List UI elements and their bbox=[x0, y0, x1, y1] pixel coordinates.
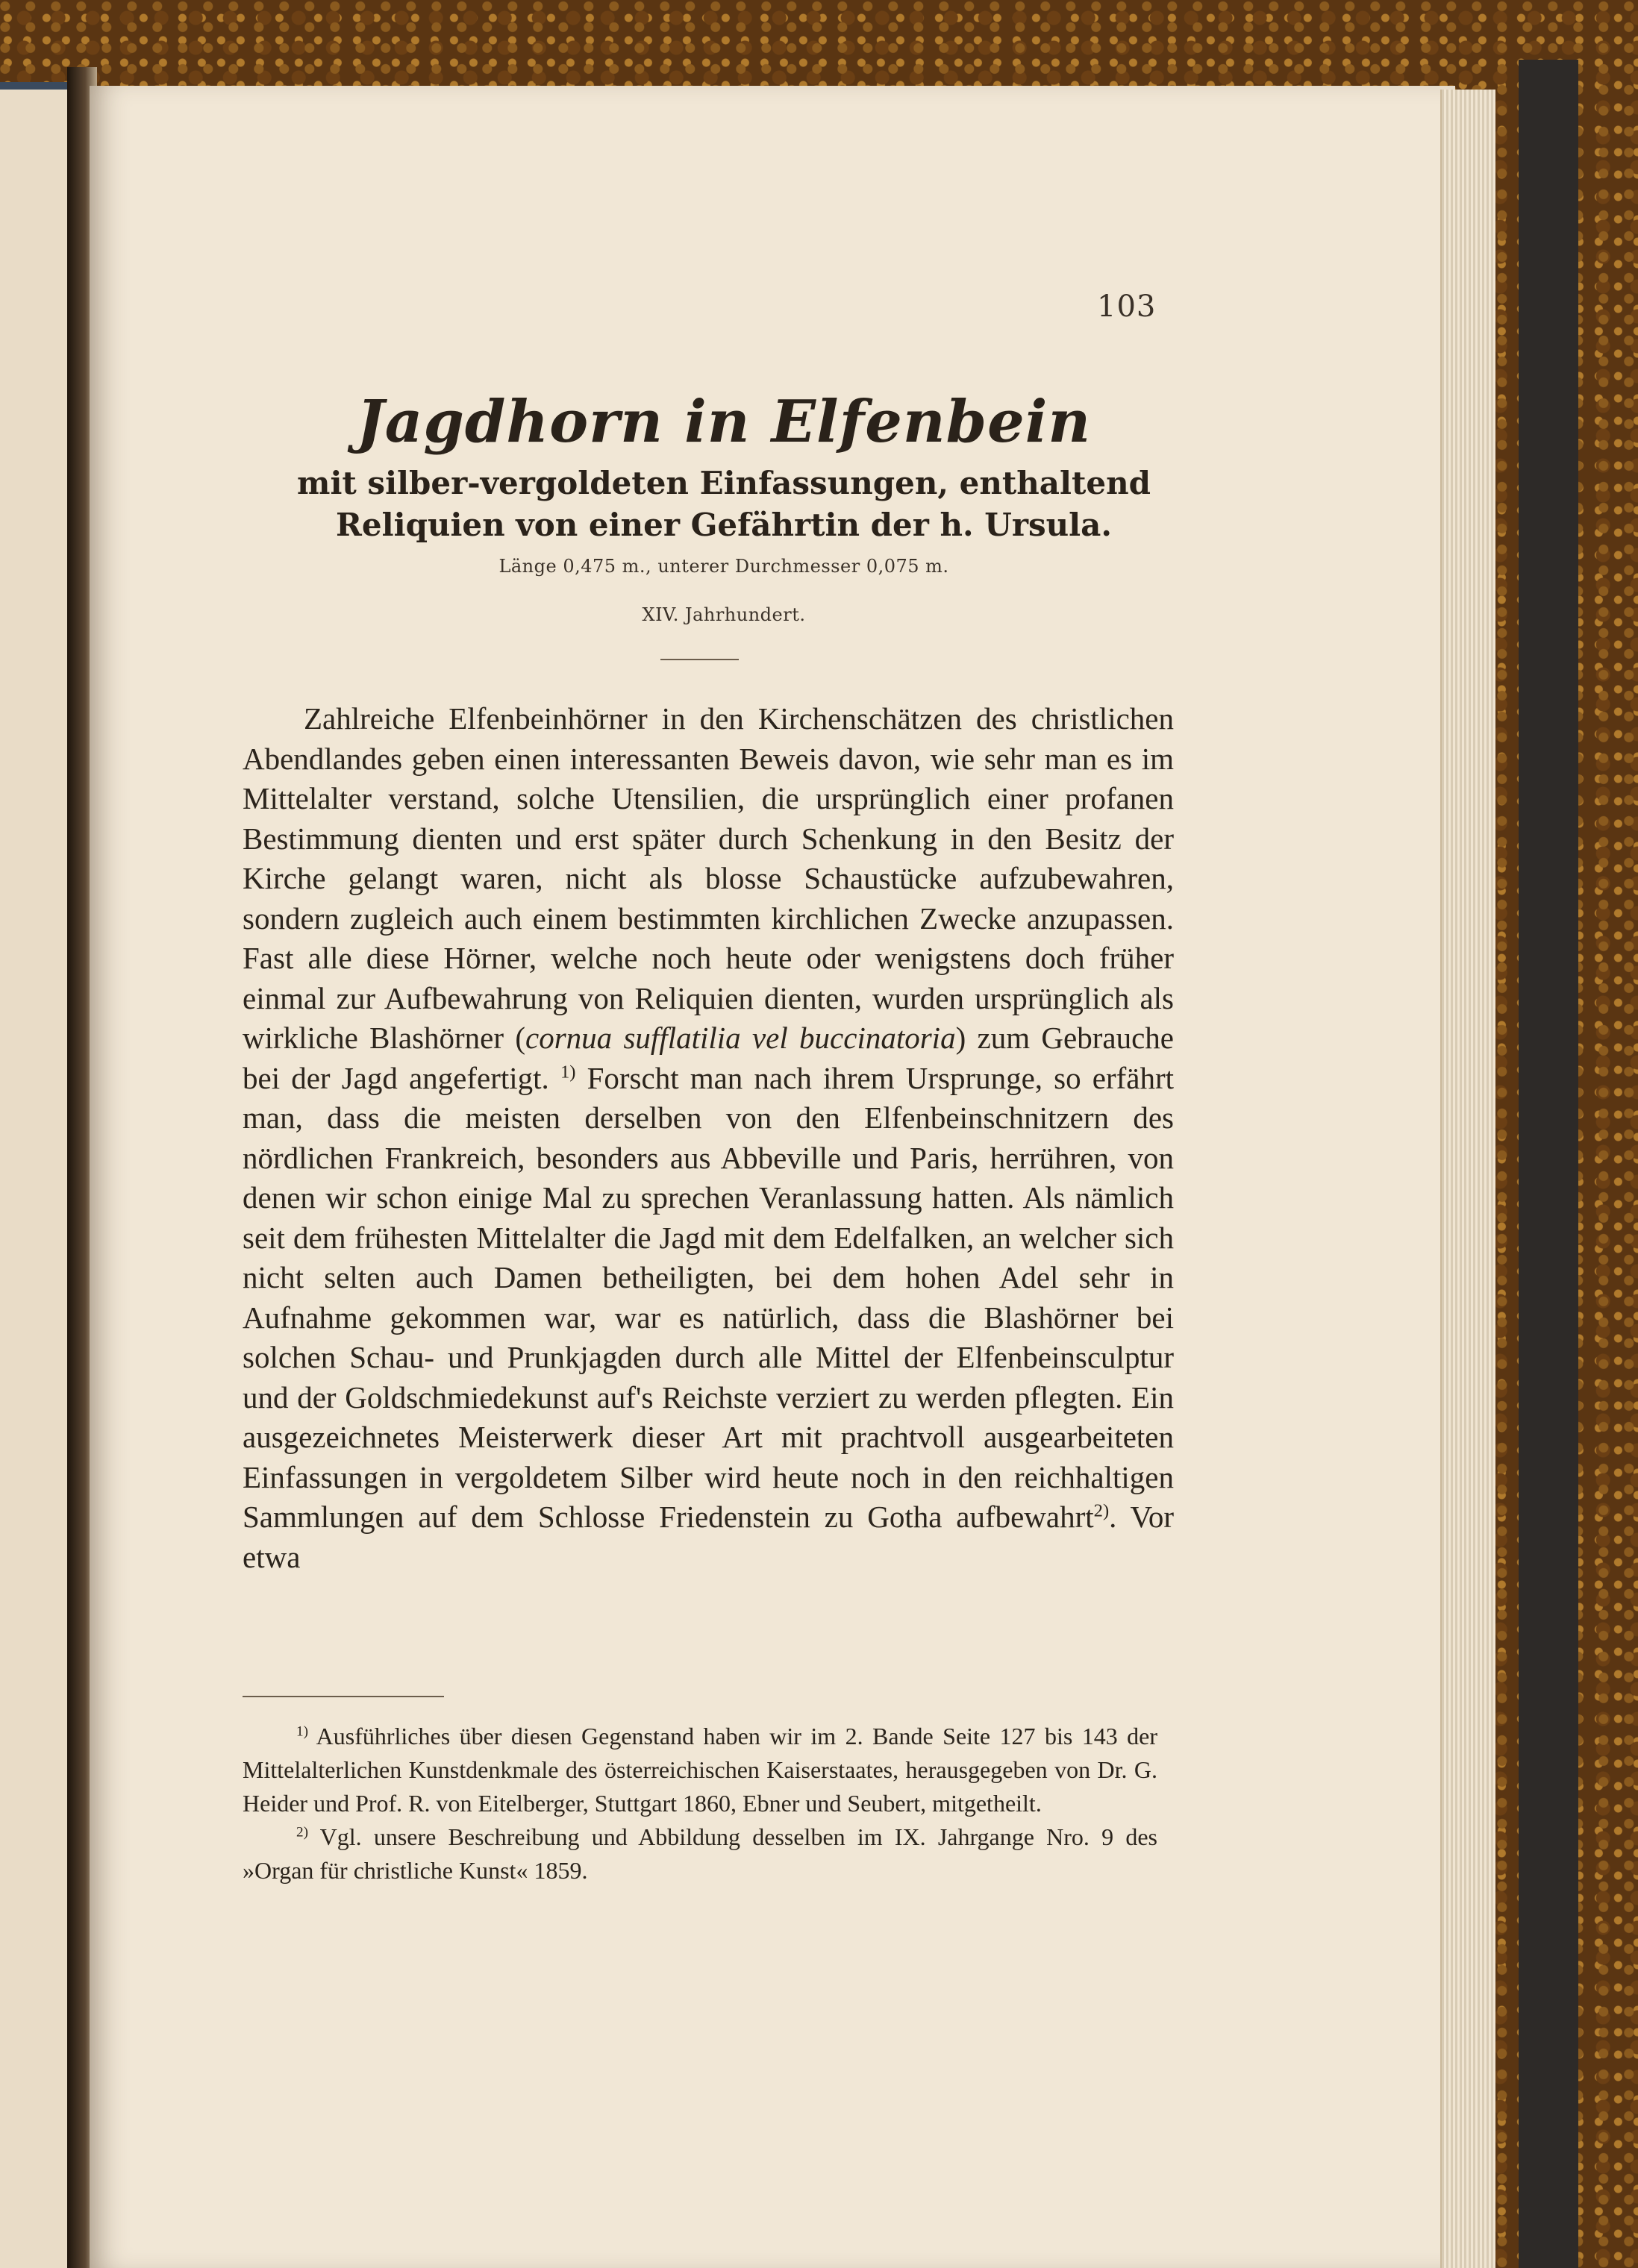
footnote-mark: 2) bbox=[296, 1824, 308, 1841]
footnote-text: Ausführliches über diesen Gegenstand haben wir im 2. Bande Seite 127 bis 143 der Mittelalterlichen Kunstdenkmale des österreichischen Kaiserstaates, herausgegeben von Dr. G. Heider und Prof. R. von Eitelberger, Stuttgart 1860, Ebner und Seubert, mitgetheilt. bbox=[243, 1723, 1157, 1817]
footnotes bbox=[243, 1720, 1157, 1888]
body-paragraph bbox=[243, 699, 1174, 1577]
measurements-line: Länge 0,475 m., unterer Durchmesser 0,075 m. bbox=[498, 556, 949, 577]
page-edges bbox=[1440, 90, 1495, 2268]
latin-phrase: cornua sufflatilia vel buccinatoria bbox=[525, 1021, 956, 1055]
century-line: XIV. Jahrhundert. bbox=[642, 604, 806, 625]
footnote-divider bbox=[243, 1696, 444, 1697]
title-divider bbox=[660, 659, 739, 660]
footnote-text: Vgl. unsere Beschreibung und Abbildung desselben im IX. Jahrgange Nro. 9 des »Organ für christliche Kunst« 1859. bbox=[243, 1823, 1157, 1884]
body-text-part: Forscht man nach ihrem Ursprunge, so erfährt man, dass die meisten derselben von den Elfenbeinschnitzern des nördlichen Frankreich, besonders aus Abbeville und Paris, herrühren, von denen wir schon einige Mal zu sprechen Veranlassung hatten. Als nämlich seit dem frühesten Mittelalter die Jagd mit dem Edelfalken, an welcher sich nicht selten auch Damen betheiligten, bei dem hohen Adel sehr in Aufnahme gekommen war, war es natürlich, dass die Blashörner bei solchen Schau- und Prunkjagden durch alle Mittel der Elfenbeinsculptur und der Goldschmiedekunst auf's Reichste verziert zu werden pflegten. Ein ausgezeichnetes Meisterwerk dieser Art mit prachtvoll ausgearbeiteten Einfassungen in vergoldetem Silber wird heute noch in den reichhaltigen Sammlungen auf dem Schlosse Friedenstein zu Gotha aufbewahrt bbox=[243, 1060, 1175, 1534]
body-text-part: Zahlreiche Elfenbeinhörner in den Kirchenschätzen des christlichen Abendlandes geben einen interessanten Beweis davon, wie sehr man es im Mittelalter verstand, solche Utensilien, die ursprünglich einer profanen Bestimmung dienten und erst später durch Schenkung in den Besitz der Kirche gelangt waren, nicht als blosse Schaustücke aufzubewahren, sondern zugleich auch einem bestimmten kirchlichen Zwecke anzupassen. Fast alle diese Hörner, welche noch heute oder wenigstens doch früher einmal zur Aufbewahrung von Reliquien dienten, wurden ursprünglich als wirkliche Blashörner ( bbox=[243, 701, 1174, 1055]
body-text-part: . Vor etwa bbox=[243, 1500, 1174, 1574]
footnote-ref-1: 1) bbox=[560, 1061, 576, 1082]
right-binding bbox=[1519, 60, 1578, 2268]
footnote-1 bbox=[243, 1720, 1157, 1820]
footnote-mark: 1) bbox=[296, 1723, 308, 1740]
footnote-2 bbox=[243, 1820, 1157, 1888]
article-title: Jagdhorn in Elfenbein bbox=[356, 388, 1092, 456]
footnote-ref-2: 2) bbox=[1093, 1500, 1110, 1521]
left-page-edge bbox=[0, 90, 69, 2268]
body-text-part: ) zum Gebrauche bei der Jagd angefertigt. bbox=[243, 1021, 1174, 1095]
article-subtitle: mit silber-vergoldeten Einfassungen, enthaltend Reliquien von einer Gefährtin der h. Ursula. bbox=[297, 465, 1151, 543]
page-number: 103 bbox=[1097, 289, 1157, 324]
body-text bbox=[243, 699, 1174, 1577]
